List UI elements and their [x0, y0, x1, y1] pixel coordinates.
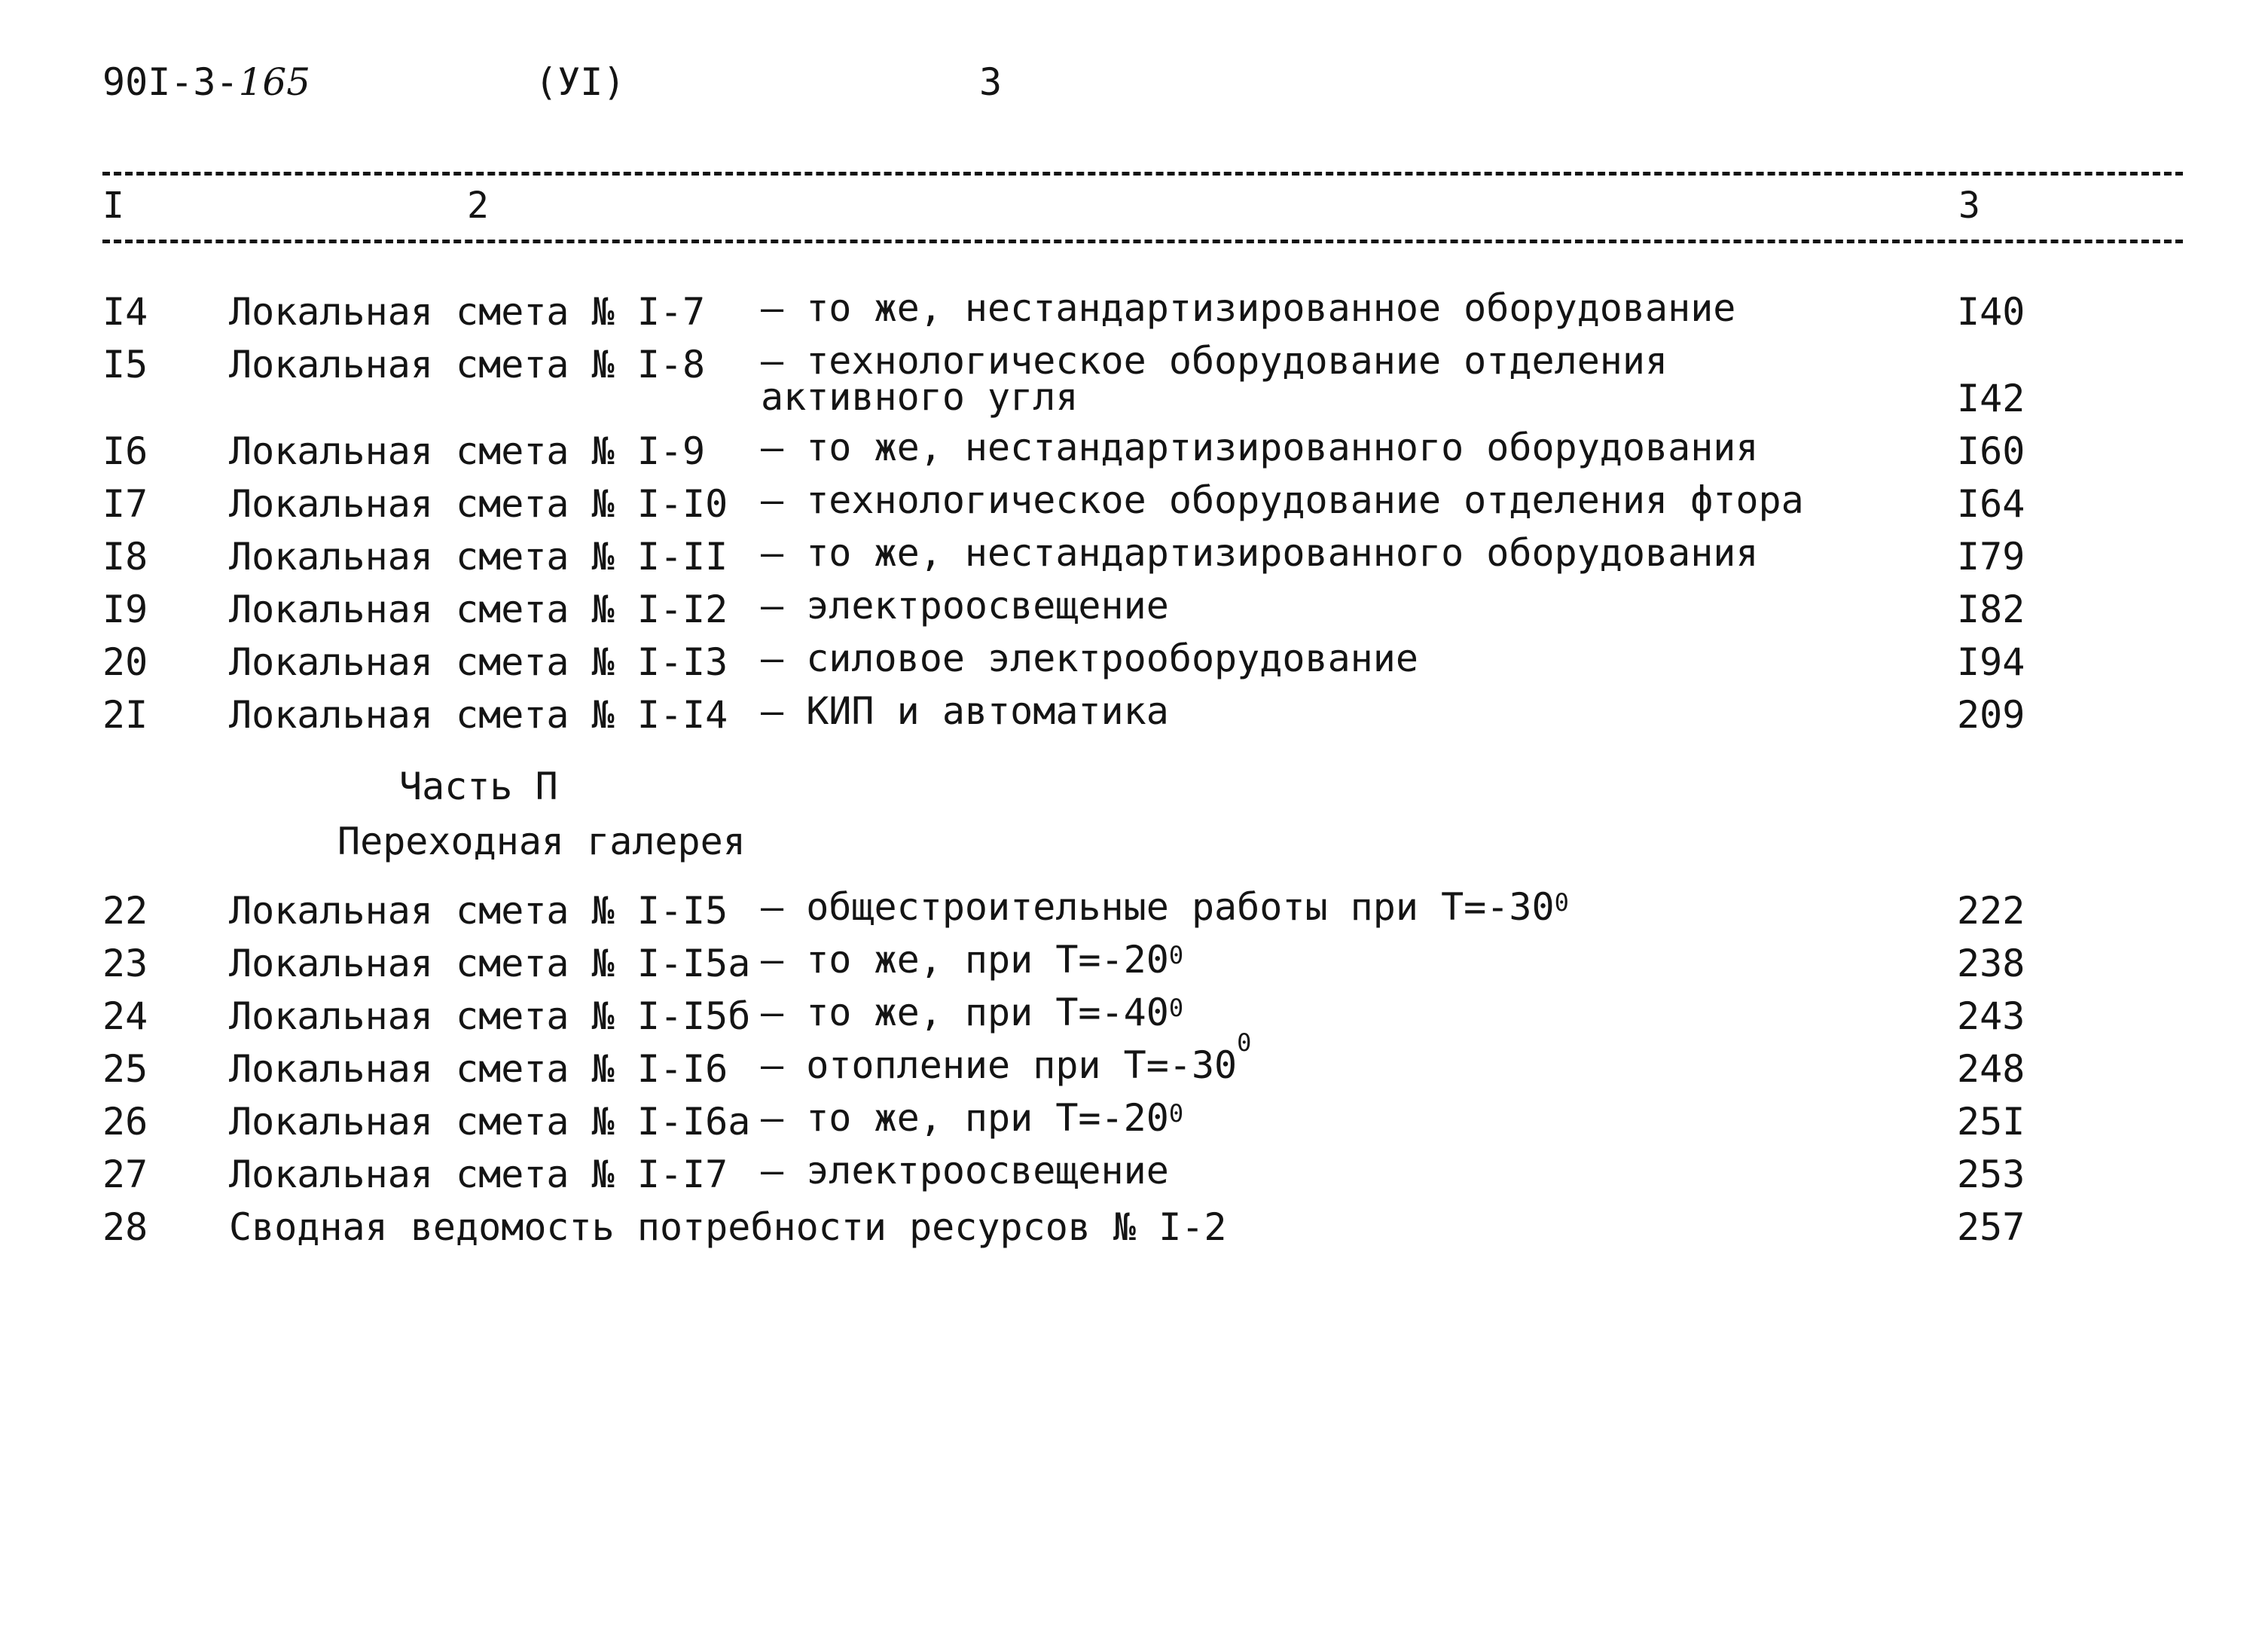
description-text: – отопление при Т=-30 [761, 1043, 1238, 1087]
row-number: 22 [102, 889, 148, 933]
estimate-description: – КИП и автоматика [761, 689, 1169, 733]
estimate-name: Локальная смета № I-9 [229, 429, 706, 473]
estimate-name: Локальная смета № I-8 [229, 343, 706, 386]
row-number: 20 [102, 640, 148, 684]
description-text: – общестроительные работы при Т=-30 [761, 885, 1555, 929]
document-code-prefix: 90I-3- [102, 60, 239, 104]
page-ref: I64 [1957, 482, 2025, 526]
page-ref: I60 [1957, 429, 2025, 473]
row-number: 27 [102, 1153, 148, 1196]
row-number: 25 [102, 1047, 148, 1091]
row-number: 2I [102, 693, 148, 737]
estimate-name: Локальная смета № I-I2 [229, 588, 728, 631]
part-subtitle: Переходная галерея [337, 820, 746, 863]
page-ref: 243 [1957, 994, 2025, 1038]
estimate-description: – технологическое оборудование отделения фтора [761, 478, 1804, 522]
row-number: 28 [102, 1205, 148, 1249]
row-number: I9 [102, 588, 148, 631]
page-ref: 209 [1957, 693, 2025, 737]
estimate-description: – то же, нестандартизированного оборудования [761, 531, 1759, 575]
estimate-description [761, 885, 1569, 929]
estimate-name: Локальная смета № I-I3 [229, 640, 728, 684]
part-title: Часть П [399, 765, 558, 808]
row-number: 26 [102, 1100, 148, 1144]
page-ref: I94 [1957, 640, 2025, 684]
estimate-name: Локальная смета № I-7 [229, 290, 706, 334]
table-row [0, 1205, 2025, 1424]
estimate-name: Локальная смета № I-I4 [229, 693, 728, 737]
page-ref: 222 [1957, 889, 2025, 933]
estimate-description [761, 1096, 1184, 1140]
degree-mark: 0 [1237, 1028, 1252, 1057]
estimate-name: Локальная смета № I-I6а [229, 1100, 751, 1144]
estimate-name: Локальная смета № I-I6 [229, 1047, 728, 1091]
row-number: I5 [102, 343, 148, 386]
description-text: – то же, при Т=-20 [761, 1096, 1169, 1140]
page-ref: 248 [1957, 1047, 2025, 1091]
estimate-name: Локальная смета № I-I5а [229, 942, 751, 985]
section-label: (УI) [535, 60, 626, 104]
page-ref: 257 [1957, 1205, 2025, 1249]
degree-mark: 0 [1554, 888, 1569, 917]
page-ref: I42 [1957, 377, 2025, 420]
description-text: – то же, при Т=-40 [761, 991, 1169, 1034]
estimate-description: – то же, нестандартизированное оборудование [761, 286, 1736, 330]
degree-mark: 0 [1168, 994, 1184, 1022]
estimate-description: – электроосвещение [761, 1149, 1169, 1193]
estimate-name: Локальная смета № I-I7 [229, 1153, 728, 1196]
row-number: I6 [102, 429, 148, 473]
row-number: 23 [102, 942, 148, 985]
estimate-description: – технологическое оборудование отделения активного угля [761, 339, 1668, 419]
column-header-3: 3 [1958, 185, 1980, 227]
estimate-description: – силовое электрооборудование [761, 637, 1418, 680]
document-code [102, 60, 310, 104]
estimate-name: Локальная смета № I-I5 [229, 889, 728, 933]
degree-mark: 0 [1168, 941, 1184, 970]
row-number: I8 [102, 535, 148, 579]
page-ref: 238 [1957, 942, 2025, 985]
document-code-handwritten: 165 [238, 60, 311, 104]
page-ref: 253 [1957, 1153, 2025, 1196]
estimate-description: – электроосвещение [761, 584, 1169, 628]
row-number: I4 [102, 290, 148, 334]
table-header-rule [102, 240, 2183, 243]
column-header-2: 2 [467, 185, 489, 227]
estimate-description [761, 1028, 1252, 1087]
estimate-name: Локальная смета № I-I0 [229, 482, 728, 526]
column-header-1: I [102, 185, 124, 227]
page-ref: I82 [1957, 588, 2025, 631]
row-number: 24 [102, 994, 148, 1038]
page-ref: I40 [1957, 290, 2025, 334]
page-ref: 25I [1957, 1100, 2025, 1144]
estimate-description [761, 938, 1184, 982]
estimate-name: Локальная смета № I-I5б [229, 994, 751, 1038]
estimate-description [761, 991, 1184, 1034]
description-text: – то же, при Т=-20 [761, 938, 1169, 982]
page-ref: I79 [1957, 535, 2025, 579]
page-number: 3 [979, 60, 1003, 104]
degree-mark: 0 [1168, 1099, 1184, 1128]
estimate-description: – то же, нестандартизированного оборудования [761, 426, 1759, 469]
row-number: I7 [102, 482, 148, 526]
table-top-rule [102, 172, 2183, 176]
estimate-name: Локальная смета № I-II [229, 535, 728, 579]
estimate-name: Сводная ведомость потребности ресурсов № I-2 [229, 1205, 1227, 1249]
